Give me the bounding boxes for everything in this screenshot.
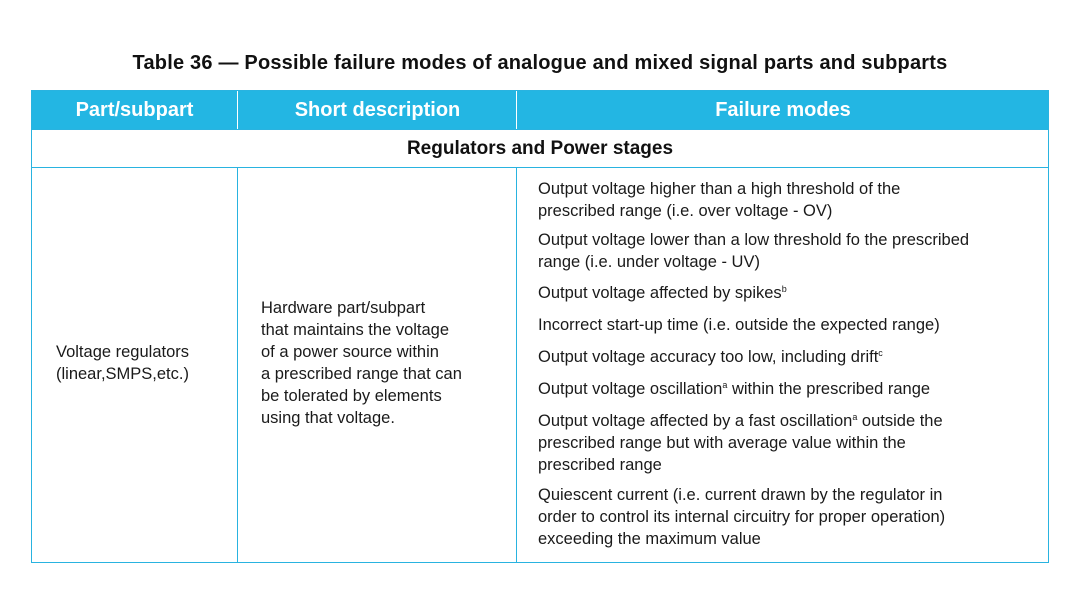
failure-mode-item	[538, 178, 1044, 222]
failure-mode-line	[538, 410, 1044, 432]
failure-mode-text: within the prescribed range	[727, 380, 931, 398]
failure-mode-line: prescribed range but with average value within the	[538, 434, 906, 452]
failure-mode-line: prescribed range (i.e. over voltage - OV)	[538, 202, 833, 220]
description-line: of a power source within	[261, 343, 439, 361]
description-line: Hardware part/subpart	[261, 299, 426, 317]
failure-mode-line: prescribed range	[538, 456, 662, 474]
header-short-description: Short description	[237, 91, 517, 129]
description-line: using that voltage.	[261, 409, 395, 427]
failure-mode-line: Output voltage lower than a low threshold fo the prescribed	[538, 231, 970, 249]
description-cell	[261, 297, 511, 429]
failure-mode-item	[538, 484, 1044, 550]
failure-mode-text: Output voltage oscillation	[538, 380, 723, 398]
footnote-marker: c	[878, 348, 883, 358]
failure-mode-item	[538, 314, 1044, 336]
footnote-marker: a	[852, 412, 858, 422]
failure-mode-item	[538, 410, 1044, 476]
footnote-marker: b	[781, 284, 787, 294]
table-header-row	[32, 91, 1048, 129]
failure-mode-text: Output voltage affected by spikes	[538, 284, 782, 302]
part-line: Voltage regulators	[56, 343, 190, 361]
failure-mode-line: exceeding the maximum value	[538, 530, 761, 548]
description-line: a prescribed range that can	[261, 365, 462, 383]
failure-mode-item	[538, 282, 1044, 304]
failure-modes-table	[31, 90, 1049, 563]
failure-mode-text: Output voltage accuracy too low, including drift	[538, 348, 879, 366]
failure-mode-line: Incorrect start-up time (i.e. outside the expected range)	[538, 316, 940, 334]
header-part-subpart: Part/subpart	[75, 99, 194, 121]
section-row: Regulators and Power stages	[32, 129, 1048, 168]
description-line: that maintains the voltage	[261, 321, 450, 339]
failure-mode-item	[538, 229, 1044, 273]
failure-mode-line: Quiescent current (i.e. current drawn by the regulator in	[538, 486, 943, 504]
failure-mode-item	[538, 378, 1044, 400]
table-title: Table 36 — Possible failure modes of analogue and mixed signal parts and subparts	[132, 52, 948, 74]
description-line: be tolerated by elements	[261, 387, 442, 405]
column-divider	[237, 168, 238, 562]
part-line: (linear,SMPS,etc.)	[56, 365, 189, 383]
failure-mode-line: range (i.e. under voltage - UV)	[538, 253, 760, 271]
footnote-marker: a	[722, 380, 728, 390]
column-divider	[516, 168, 517, 562]
failure-mode-text: outside the	[857, 412, 943, 430]
failure-mode-line: Output voltage higher than a high threshold of the	[538, 180, 901, 198]
part-cell	[56, 341, 234, 385]
failure-mode-line: order to control its internal circuitry for proper operation)	[538, 508, 946, 526]
failure-mode-item	[538, 346, 1044, 368]
failure-mode-text: Output voltage affected by a fast oscillation	[538, 412, 853, 430]
header-failure-modes: Failure modes	[516, 91, 1049, 129]
